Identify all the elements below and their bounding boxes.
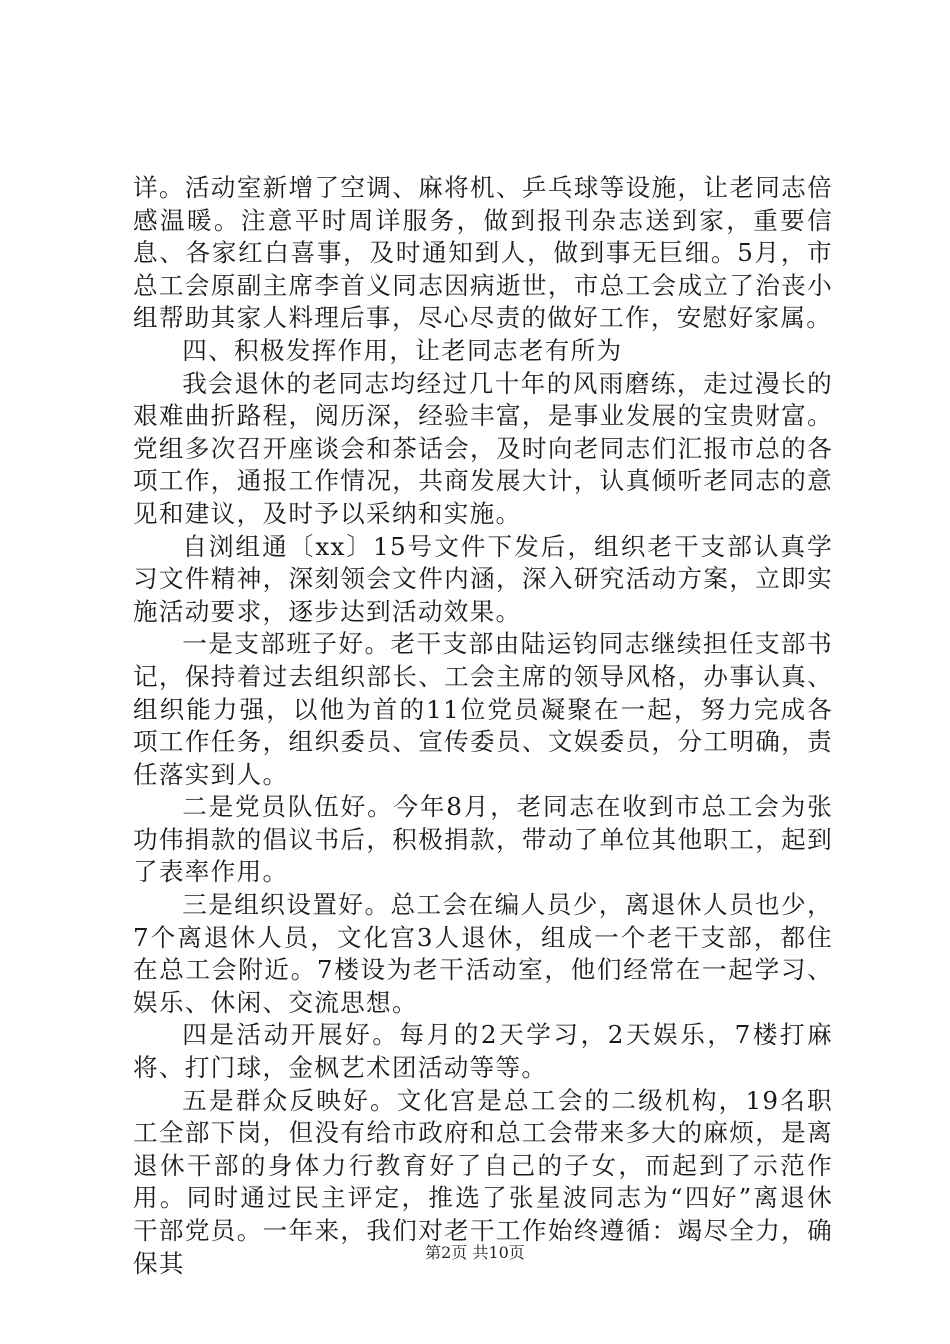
paragraph-6: 二是党员队伍好。今年8月，老同志在收到市总工会为张功伟捐款的倡议书后，积极捐款，带动了单位其他职工，起到了表率作用。 bbox=[133, 792, 833, 887]
paragraph-4: 自浏组通〔xx〕15号文件下发后，组织老干支部认真学习文件精神，深刻领会文件内涵，深入研究活动方案，立即实施活动要求，逐步达到活动效果。 bbox=[133, 531, 833, 626]
paragraph-1: 详。活动室新增了空调、麻将机、乒乓球等设施，让老同志倍感温暖。注意平时周详服务，做到报刊杂志送到家，重要信息、各家红白喜事，及时通知到人，做到事无巨细。5月，市总工会原副主席李首义同志因病逝世，市总工会成立了治丧小组帮助其家人料理后事，尽心尽责的做好工作，安慰好家属。 bbox=[133, 173, 833, 333]
paragraph-5: 一是支部班子好。老干支部由陆运钧同志继续担任支部书记，保持着过去组织部长、工会主席的领导风格，办事认真、组织能力强，以他为首的11位党员凝聚在一起，努力完成各项工作任务，组织委员、宣传委员、文娱委员，分工明确，责任落实到人。 bbox=[133, 629, 833, 789]
section-heading-4: 四、积极发挥作用，让老同志老有所为 bbox=[182, 335, 623, 365]
paragraph-3: 我会退休的老同志均经过几十年的风雨磨练，走过漫长的艰难曲折路程，阅历深，经验丰富，是事业发展的宝贵财富。党组多次召开座谈会和茶话会，及时向老同志们汇报市总的各项工作，通报工作情况，共商发展大计，认真倾听老同志的意见和建议，及时予以采纳和实施。 bbox=[133, 368, 833, 528]
paragraph-8: 四是活动开展好。每月的2天学习，2天娱乐，7楼打麻将、打门球，金枫艺术团活动等等。 bbox=[133, 1020, 833, 1083]
page-number-footer: 第2页 共10页 bbox=[425, 1243, 525, 1262]
paragraph-9: 五是群众反映好。文化宫是总工会的二级机构，19名职工全部下岗，但没有给市政府和总工会带来多大的麻烦，是离退休干部的身体力行教育好了自己的子女，而起到了示范作用。同时通过民主评定，推选了张星波同志为“四好”离退休干部党员。一年来，我们对老干工作始终遵循：竭尽全力，确保其 bbox=[133, 1085, 833, 1278]
paragraph-7: 三是组织设置好。总工会在编人员少，离退休人员也少，7个离退休人员，文化宫3人退休，组成一个老干支部，都住在总工会附近。7楼设为老干活动室，他们经常在一起学习、娱乐、休闲、交流思想。 bbox=[133, 890, 833, 1017]
document-body bbox=[133, 172, 833, 1280]
